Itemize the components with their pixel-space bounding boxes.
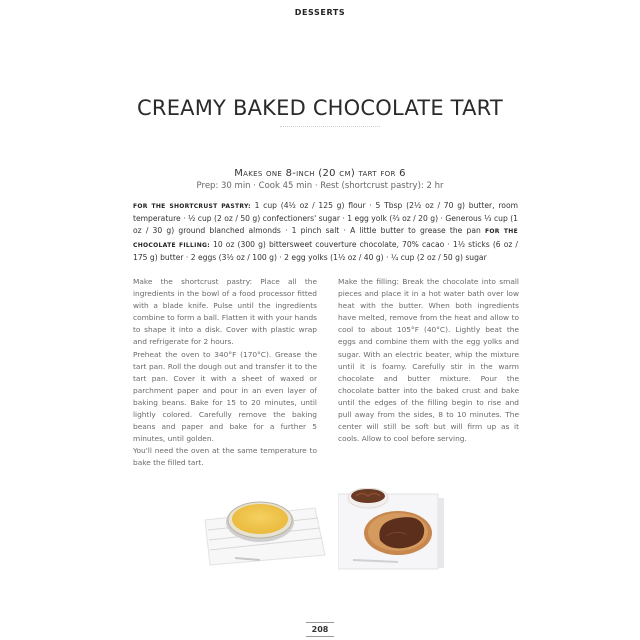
page-number: 208 bbox=[306, 622, 334, 637]
pastry-ingredients: 1 cup (4½ oz / 125 g) flour · 5 Tbsp (2½ oz / 70 g) butter, room temperature · ½ cup (2 oz / 50 g) confectioners' sugar · 1 egg yolk (⅔ oz / 20 g) · Generous ⅓ cup (1 oz / 30 g) ground blanched almonds · 1 pinch salt · A little butter to grease the pan bbox=[133, 201, 518, 236]
chocolate-tart-photo bbox=[338, 488, 468, 573]
method-step: You'll need the oven at the same temperature to bake the filled tart. bbox=[133, 446, 317, 468]
recipe-times: Prep: 30 min · Cook 45 min · Rest (shortcrust pastry): 2 hr bbox=[196, 181, 444, 191]
title-divider bbox=[280, 126, 380, 128]
method-right-column bbox=[338, 276, 519, 445]
method-step: Make the shortcrust pastry: Place all the ingredients in the bowl of a food processor fitted with a blade knife. Pulse until the ingredients combine to form a ball. Flatten it with your hands to shape it into a disk. Cover with plastic wrap and refrigerate for 2 hours. bbox=[133, 277, 317, 347]
filling-label: FOR THE CHOCOLATE FILLING: bbox=[133, 228, 518, 249]
filling-ingredients: 10 oz (300 g) bittersweet couverture chocolate, 70% cacao · 1½ sticks (6 oz / 175 g) butter · 2 eggs (3½ oz / 100 g) · 2 egg yolks (1½ oz / 40 g) · ¼ cup (2 oz / 50 g) sugar bbox=[133, 239, 518, 262]
method-step: Make the filling: Break the chocolate into small pieces and place it in a hot water bath over low heat with the butter. When both ingredients have melted, remove from the heat and allow to cool to about 105°F (40°C). Lightly beat the eggs and combine them with the egg yolks and sugar. With an electric beater, whip the mixture until it is foamy. Carefully stir in the warm chocolate and butter mixture. Pour the chocolate batter into the baked crust and bake until the edges of the filling begin to rise and pull away from the sides, 8 to 10 minutes. The center will still be soft but will firm up as it cools. Allow to cool before serving. bbox=[338, 277, 519, 444]
method-left-column bbox=[133, 276, 317, 470]
recipe-yield: Makes one 8-inch (20 cm) tart for 6 bbox=[234, 168, 406, 179]
recipe-title: CREAMY BAKED CHOCOLATE TART bbox=[137, 96, 503, 120]
section-label: DESSERTS bbox=[294, 8, 346, 17]
ingredients-block bbox=[133, 200, 518, 264]
pastry-label: FOR THE SHORTCRUST PASTRY: bbox=[133, 203, 251, 210]
method-step: Preheat the oven to 340°F (170°C). Grease the tart pan. Roll the dough out and transfer it to the tart pan. Cover it with a sheet of waxed or parchment paper and pour in an even layer of baking beans. Bake for 15 to 20 minutes, until lightly colored. Carefully remove the baking beans and paper and bake for a further 5 minutes, until golden. bbox=[133, 349, 317, 444]
tart-shell-photo bbox=[200, 490, 330, 570]
